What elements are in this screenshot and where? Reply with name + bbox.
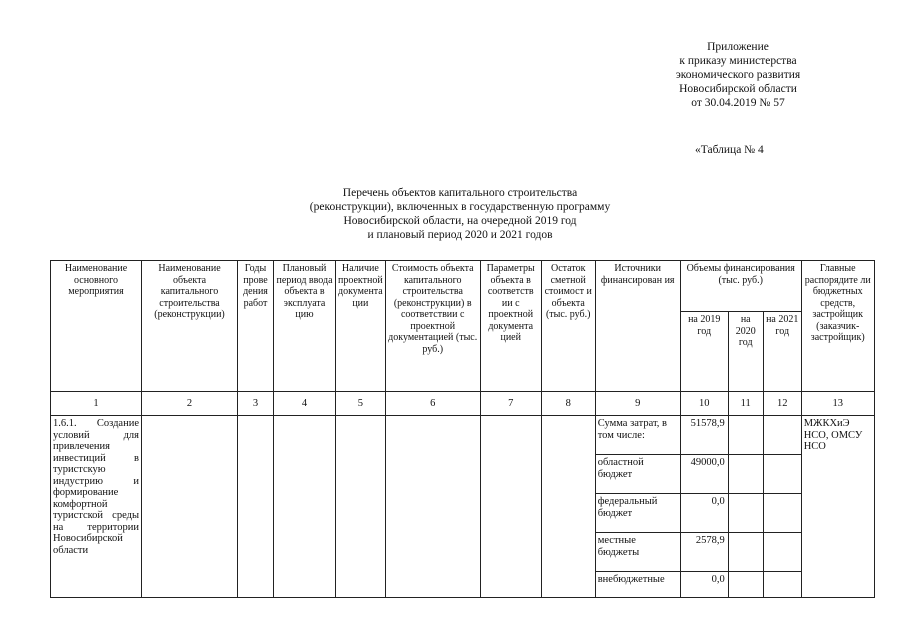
column-number: 5 [336,392,386,416]
column-numbers-row [51,392,875,416]
title-line: Перечень объектов капитального строительства [342,187,578,199]
column-number: 1 [51,392,142,416]
appendix-line: Новосибирской области [679,83,797,95]
title-line: (реконструкции), включенных в государственную программу [309,201,611,213]
column-number: 6 [385,392,480,416]
amount-2021 [763,416,801,455]
column-number: 2 [142,392,238,416]
empty-cell [142,416,238,598]
source-name: местные бюджеты [595,533,680,572]
amount-2021 [763,455,801,494]
appendix-block [648,40,828,110]
source-name: областной бюджет [595,455,680,494]
source-name: внебюджетные [595,572,680,598]
amount-2020 [728,416,763,455]
amount-2019: 0,0 [680,572,728,598]
empty-cell [480,416,541,598]
header-2019: на 2019 год [680,312,728,392]
column-number: 3 [238,392,274,416]
objects-table [50,260,875,598]
column-number: 10 [680,392,728,416]
empty-cell [336,416,386,598]
appendix-line: Приложение [707,41,769,53]
source-name: федеральный бюджет [595,494,680,533]
amount-2020 [728,572,763,598]
header-documentation: Наличие проектной документа ции [336,261,386,392]
empty-cell [274,416,336,598]
header-2020: на 2020 год [728,312,763,392]
header-commissioning: Плановый период ввода объекта в эксплуата цию [274,261,336,392]
amount-2019: 0,0 [680,494,728,533]
amount-2020 [728,455,763,494]
column-number: 7 [480,392,541,416]
column-number: 8 [541,392,595,416]
column-number: 11 [728,392,763,416]
amount-2021 [763,494,801,533]
header-row [51,261,875,312]
header-parameters: Параметры объекта в соответств ии с проектной документа цией [480,261,541,392]
header-cost: Стоимость объекта капитального строительства (реконструкции) в соответствии с проектной документацией (тыс. руб.) [385,261,480,392]
header-funding: Объемы финансирования (тыс. руб.) [680,261,801,312]
header-activity: Наименование основного мероприятия [51,261,142,392]
amount-2021 [763,572,801,598]
title-line: Новосибирской области, на очередной 2019 год [343,215,577,227]
empty-cell [385,416,480,598]
activity-name: 1.6.1. Создание условий для привлечения инвестиций в туристскую индустрию и формирование комфортной туристской среды на территории Новосибирской области [51,416,142,598]
amount-2021 [763,533,801,572]
amount-2019: 51578,9 [680,416,728,455]
appendix-date: от 30.04.2019 № 57 [691,97,785,109]
column-number: 4 [274,392,336,416]
title-line: и плановый период 2020 и 2021 годов [367,229,553,241]
header-2021: на 2021 год [763,312,801,392]
empty-cell [238,416,274,598]
column-number: 13 [801,392,874,416]
table-number: «Таблица № 4 [695,144,764,156]
source-name: Сумма затрат, в том числе: [595,416,680,455]
appendix-line: к приказу министерства [679,55,797,67]
budget-managers: МЖКХиЭ НСО, ОМСУ НСО [801,416,874,598]
amount-2019: 2578,9 [680,533,728,572]
header-years: Годы прове дения работ [238,261,274,392]
amount-2019: 49000,0 [680,455,728,494]
column-number: 9 [595,392,680,416]
header-object: Наименование объекта капитального строительства (реконструкции) [142,261,238,392]
column-number: 12 [763,392,801,416]
amount-2020 [728,533,763,572]
appendix-line: экономического развития [675,69,801,81]
amount-2020 [728,494,763,533]
header-remaining-cost: Остаток сметной стоимост и объекта (тыс. руб.) [541,261,595,392]
document-title [250,186,670,242]
table-row [51,416,875,455]
header-sources: Источники финансирован ия [595,261,680,392]
empty-cell [541,416,595,598]
header-managers: Главные распорядите ли бюджетных средств, застройщик (заказчик-застройщик) [801,261,874,392]
